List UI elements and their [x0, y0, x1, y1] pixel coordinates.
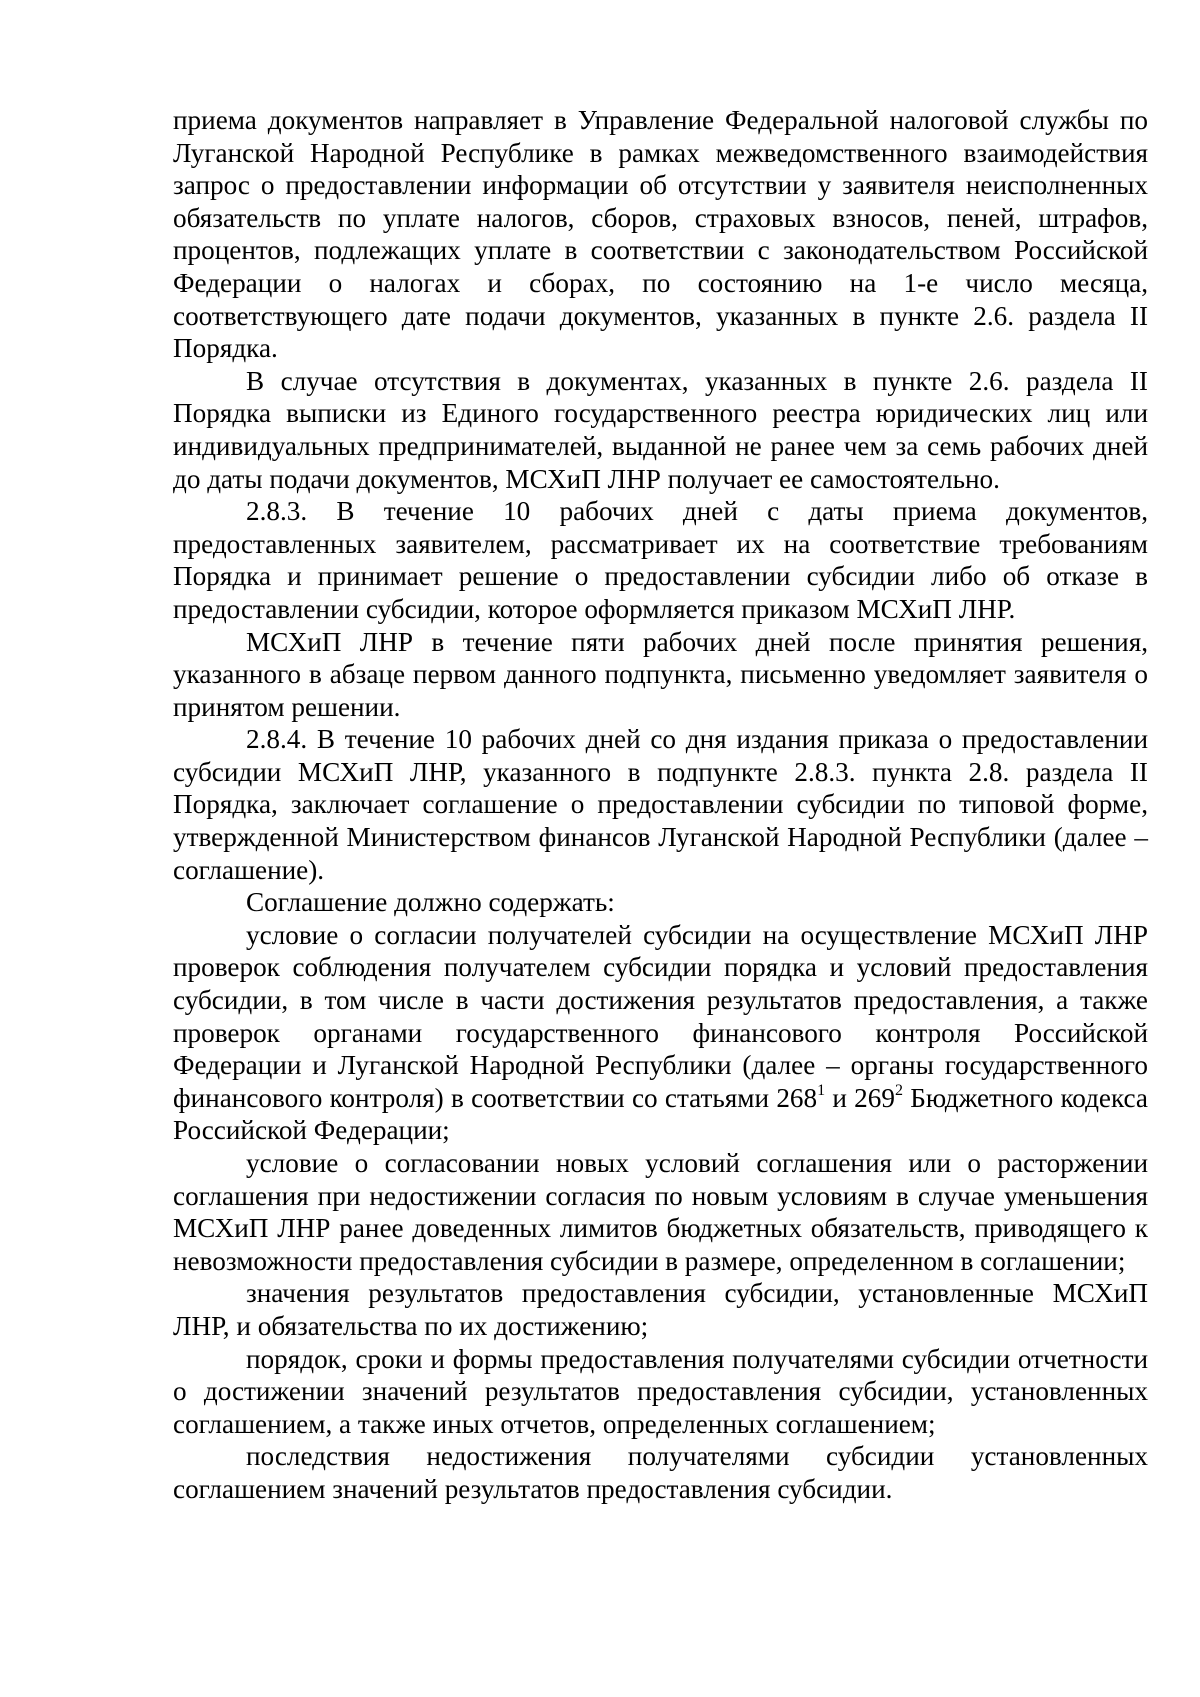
paragraph-7-text-before: условие о согласии получателей субсидии на осуществление МСХиП ЛНР проверок соблюдения получателем субсидии порядка и условий предоставления субсидии, в том числе в части достижения результатов предоставления, а также проверок органами государственного финансового контроля Российской Федерации и Луганской Народной Республики (далее – органы государственного финансового контроля) в соответствии со статьями 268 — [173, 919, 1148, 1113]
paragraph-11: последствия недостижения получателями субсидии установленных соглашением значений результатов предоставления субсидии. — [173, 1441, 1148, 1504]
paragraph-8: условие о согласовании новых условий соглашения или о расторжении соглашения при недостижении согласия по новым условиям в случае уменьшения МСХиП ЛНР ранее доведенных лимитов бюджетных обязательств, приводящего к невозможности предоставления субсидии в размере, определенном в соглашении; — [173, 1148, 1148, 1276]
paragraph-3: 2.8.3. В течение 10 рабочих дней с даты приема документов, предоставленных заявителем, рассматривает их на соответствие требованиям Порядка и принимает решение о предоставлении субсидии либо об отказе в предоставлении субсидии, которое оформляется приказом МСХиП ЛНР. — [173, 496, 1148, 624]
paragraph-5: 2.8.4. В течение 10 рабочих дней со дня издания приказа о предоставлении субсидии МСХиП ЛНР, указанного в подпункте 2.8.3. пункта 2.8. раздела II Порядка, заключает соглашение о предоставлении субсидии по типовой форме, утвержденной Министерством финансов Луганской Народной Республики (далее – соглашение). — [173, 724, 1148, 885]
paragraph-6: Соглашение должно содержать: — [246, 887, 615, 918]
paragraph-7-text-middle: и 269 — [825, 1082, 895, 1113]
superscript-2: 2 — [894, 1081, 903, 1099]
paragraph-4: МСХиП ЛНР в течение пяти рабочих дней после принятия решения, указанного в абзаце первом данного подпункта, письменно уведомляет заявителя о принятом решении. — [173, 626, 1148, 722]
paragraph-2: В случае отсутствия в документах, указанных в пункте 2.6. раздела II Порядка выписки из Единого государственного реестра юридических лиц или индивидуальных предпринимателей, выданной не ранее чем за семь рабочих дней до даты подачи документов, МСХиП ЛНР получает ее самостоятельно. — [173, 365, 1148, 494]
document-page — [173, 104, 1148, 1506]
paragraph-1: приема документов направляет в Управление Федеральной налоговой службы по Луганской Народной Республике в рамках межведомственного взаимодействия запрос о предоставлении информации об отсутствии у заявителя неисполненных обязательств по уплате налогов, сборов, страховых взносов, пеней, штрафов, процентов, подлежащих уплате в соответствии с законодательством Российской Федерации о налогах и сборах, по состоянию на 1-е число месяца, соответствующего дате подачи документов, указанных в пункте 2.6. раздела II Порядка. — [173, 105, 1148, 364]
paragraph-7 — [173, 919, 1148, 1147]
paragraph-9: значения результатов предоставления субсидии, установленные МСХиП ЛНР, и обязательства по их достижению; — [173, 1278, 1148, 1341]
paragraph-10: порядок, сроки и формы предоставления получателями субсидии отчетности о достижении значений результатов предоставления субсидии, установленных соглашением, а также иных отчетов, определенных соглашением; — [173, 1343, 1148, 1439]
paragraph-7-text-after: Бюджетного кодекса Российской Федерации; — [173, 1082, 1148, 1146]
superscript-1: 1 — [817, 1081, 826, 1099]
